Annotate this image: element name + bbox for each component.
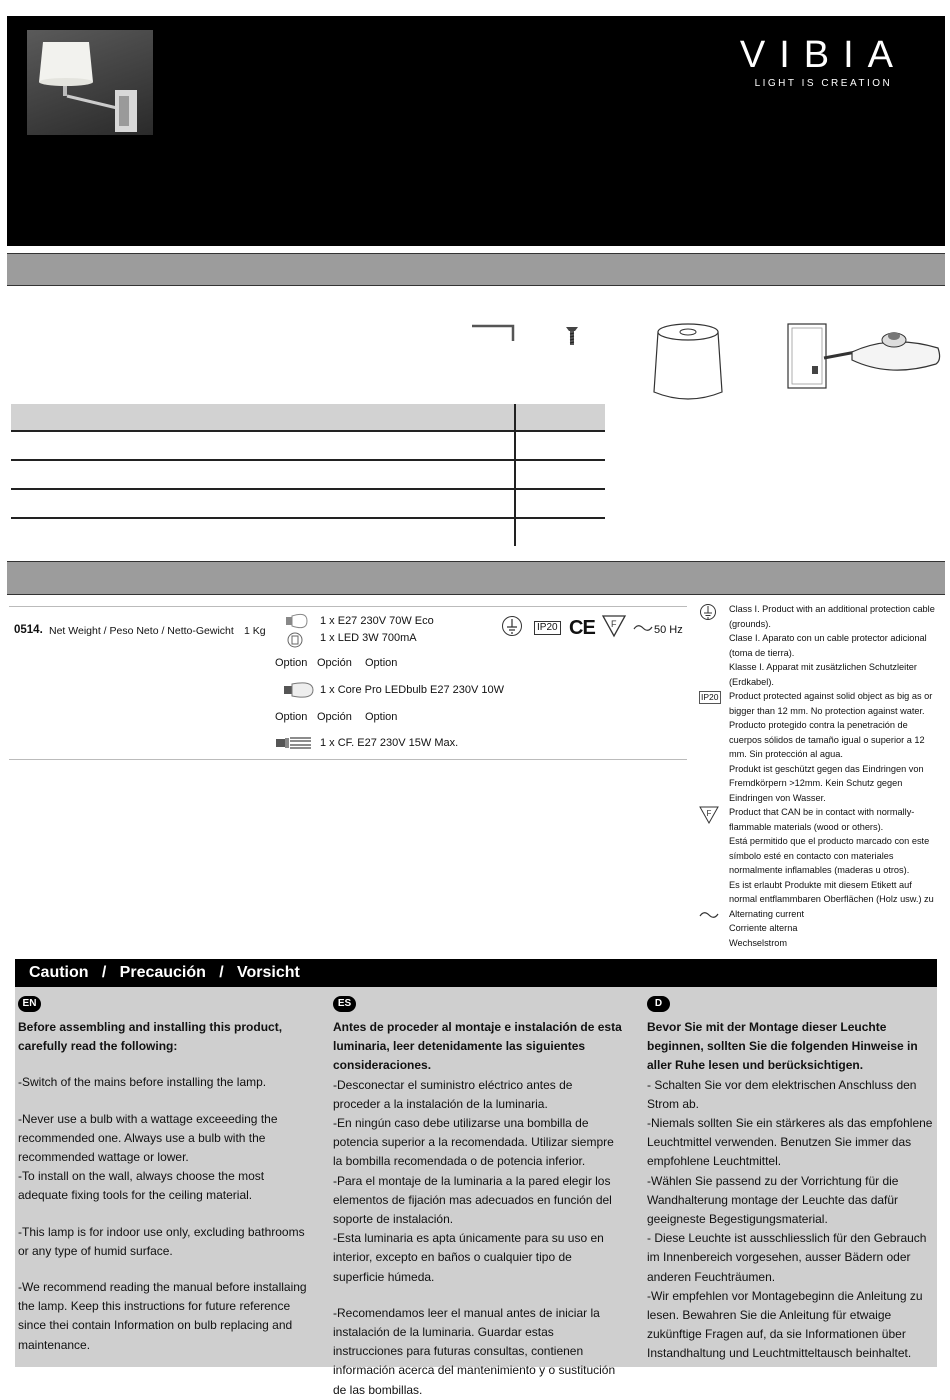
legend-text-en: Alternating current <box>729 908 805 919</box>
caution-item: -Esta luminaria es apta únicamente para su uso en interior, excepto en baños o cualquier tipo de superficie húmeda. <box>333 1231 604 1284</box>
legend-text-es: Producto protegido contra la penetración de cuerpos sólidos de tamaño igual o superior a 12 mm. Sin protección al agua. <box>729 720 925 759</box>
caution-item: -This lamp is for indoor use only, excluding bathrooms or any type of humid surface. <box>18 1224 305 1258</box>
class1-ground-icon <box>501 615 523 640</box>
legend-text-de: Wechselstrom <box>729 937 788 948</box>
led-icon <box>286 631 304 652</box>
led-bulb-icon <box>283 682 315 701</box>
option-en-2: Option <box>275 711 308 723</box>
svg-text:F: F <box>706 809 712 818</box>
model-number: 0514. <box>14 624 43 636</box>
caution-item: -Wählen Sie passend zu der Vorrichtung für die Wandhalterung montage der Leuchte das dafür geeigneste Begestigungsmaterial. <box>647 1173 899 1227</box>
legend-text-en: Class I. Product with an additional protection cable (grounds). <box>729 604 935 629</box>
bulb-2: 1 x LED 3W 700mA <box>320 632 417 644</box>
screw-icon <box>565 325 579 352</box>
vibia-logo <box>740 36 907 89</box>
spec-row <box>9 606 687 760</box>
symbol-legend <box>697 602 939 950</box>
caution-col-de <box>647 993 937 1364</box>
lang-badge-de: D <box>647 996 670 1012</box>
option-en: Option <box>275 657 308 669</box>
caution-body <box>15 987 937 1397</box>
bulb-1: 1 x E27 230V 70W Eco <box>320 615 434 627</box>
logo-wordmark: VIBIA <box>739 34 907 76</box>
product-photo <box>27 30 153 135</box>
lang-badge-es: ES <box>333 996 356 1012</box>
caution-col-en <box>18 993 308 1355</box>
ground-icon <box>699 603 717 626</box>
bulb-icon <box>285 613 309 632</box>
ac-icon <box>699 910 719 925</box>
caution-item: -Desconectar el suministro eléctrico antes de proceder a la instalación de la luminaria. <box>333 1077 573 1111</box>
ip20-icon: IP20 <box>701 692 719 702</box>
ip20-badge: IP20 <box>534 621 561 635</box>
table-divider <box>514 404 516 546</box>
caution-item: - Diese Leuchte ist ausschliesslich für den Gebrauch im Innenbereich vorgesehen, ausser Bädern oder anderen Feuchträumen. <box>647 1231 927 1284</box>
parts-table <box>11 404 605 546</box>
option-es: Opción <box>317 657 352 669</box>
wall-arm-icon <box>786 320 942 405</box>
frequency: 50 Hz <box>654 624 683 636</box>
flammable-icon <box>602 615 626 640</box>
legend-text-de: Es ist erlaubt Produkte mit diesem Etikett auf normal entflammbaren Oberflächen (Holz usw.) zu <box>729 879 934 904</box>
legend-ac <box>697 907 939 951</box>
caution-intro: Bevor Sie mit der Montage dieser Leuchte beginnen, sollten Sie die folgenden Hinweise in aller Ruhe lesen und berücksichtigen. <box>647 1020 918 1073</box>
caution-item: - Schalten Sie vor dem elektrischen Anschluss den Strom ab. <box>647 1077 917 1111</box>
caution-intro: Antes de proceder al montaje e instalación de esta luminaria, leer detenidamente las siguientes consideraciones. <box>333 1020 622 1073</box>
ac-icon <box>633 623 653 636</box>
legend-text-de: Produkt ist geschützt gegen das Eindringen von Fremdkörpern >12mm. Kein Schutz gegen Eindringen von Wasser. <box>729 763 924 803</box>
svg-text:F: F <box>611 619 617 629</box>
cfl-bulb-icon <box>275 735 313 754</box>
caution-item: -Para el montaje de la luminaria a la pared elegir los elementos de fijación mas adecuados en función del soporte de instalación. <box>333 1173 612 1227</box>
caution-item: -En ningún caso debe utilizarse una bombilla de potencia superior a la recomendada. Utilizar siempre la bombilla recomendada o de potencia inferior. <box>333 1116 614 1169</box>
caution-item: -Never use a bulb with a wattage exceeeding the recommended one. Always use a bulb with the recommended wattage or lower. <box>18 1111 278 1165</box>
caution-item: -Wir empfehlen vor Montagebeginn die Anleitung zu lesen. Bewahren Sie die Anleitung für etwaige zukünftige Fragen auf, da sie Informationen über Instandhaltung und Leuchtmitteltausch beinhaltet. <box>647 1288 923 1361</box>
logo-tagline: LIGHT IS CREATION <box>754 78 893 89</box>
caution-intro: Before assembling and installing this product, carefully read the following: <box>18 1020 283 1054</box>
legend-ip20 <box>697 689 939 805</box>
bulb-4: 1 x CF. E27 230V 15W Max. <box>320 737 459 749</box>
caution-item: -We recommend reading the manual before installaing the lamp. Keep this instructions for future reference since thei contain Information on bulb replacing and maintenance. <box>18 1280 307 1352</box>
caution-item: -Niemals sollten Sie ein stärkeres als das empfohlene Leuchtmittel verwenden. Benutzen Sie immer das empfohlene Leuchtmittel. <box>647 1116 933 1169</box>
section-band-parts <box>7 253 945 286</box>
option-de-2: Option <box>365 711 398 723</box>
legend-text-en: Product that CAN be in contact with normally-flammable materials (wood or others). <box>729 807 915 832</box>
caution-item: -To install on the wall, always choose the most adequate fixing tools for the ceiling material. <box>18 1169 265 1203</box>
ce-mark: CE <box>569 617 595 639</box>
legend-text-es: Corriente alterna <box>729 923 798 933</box>
lang-badge-en: EN <box>18 996 41 1012</box>
caution-title: Caution / Precaución / Vorsicht <box>15 959 937 987</box>
option-de: Option <box>365 657 398 669</box>
legend-text-de: Klasse I. Apparat mit zusätzlichen Schutzleiter (Erdkabel). <box>729 662 917 687</box>
legend-text-es: Clase I. Aparato con un cable protector adicional (toma de tierra). <box>729 633 927 658</box>
weight-value: 1 Kg <box>244 625 266 637</box>
bulb-3: 1 x Core Pro LEDbulb E27 230V 10W <box>320 684 505 696</box>
header-banner <box>7 16 945 246</box>
section-band-specs <box>7 561 945 595</box>
option-es-2: Opción <box>317 711 352 723</box>
lampshade-icon <box>650 320 726 409</box>
legend-text-es: Está permitido que el producto marcado con este símbolo esté en contacto con materiales normalmente inflamables (maderas u otros). <box>729 836 930 875</box>
legend-text-en: Product protected against solid object as big as or bigger than 12 mm. No protection against water. <box>729 691 933 716</box>
caution-col-es <box>333 993 623 1400</box>
allen-key-icon <box>471 323 517 348</box>
caution-item: -Switch of the mains before installing the lamp. <box>18 1075 267 1090</box>
weight-label: Net Weight / Peso Neto / Netto-Gewicht <box>49 625 234 637</box>
caution-item: -Recomendamos leer el manual antes de iniciar la instalación de la luminaria. Guardar estas instrucciones para futuras consultas, contienen información acerca del mantenimiento y o sustitución de las bombillas. <box>333 1305 616 1397</box>
flammable-icon <box>699 806 719 829</box>
legend-class1 <box>697 602 939 689</box>
legend-flammable <box>697 805 939 907</box>
